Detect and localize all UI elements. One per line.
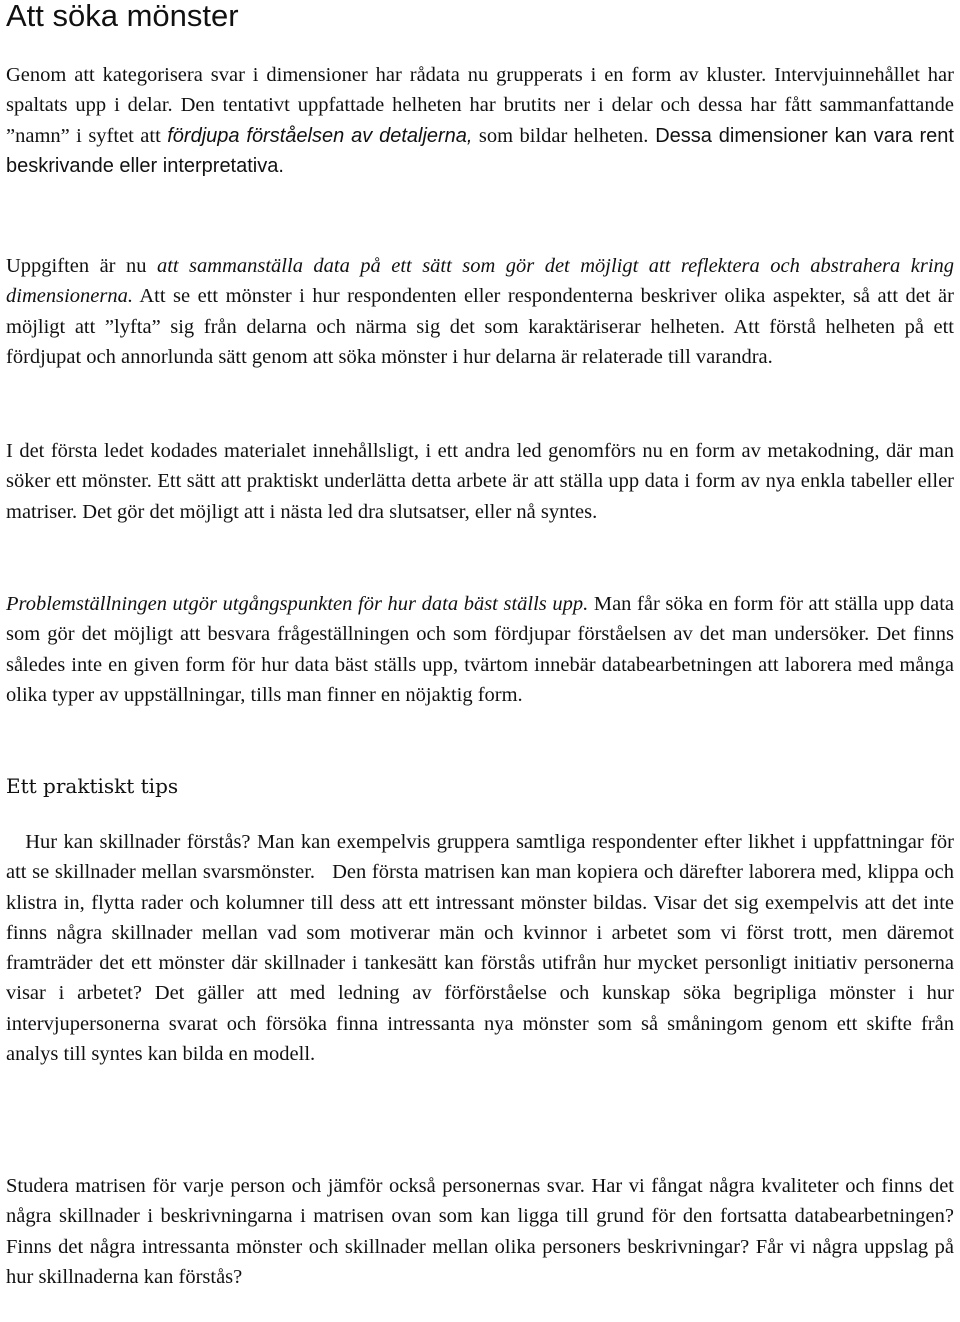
paragraph-task-emphasis: att sammanställa data på ett sätt som gör det möjligt att reflektera och abstrahera kring dimensionerna. <box>6 255 955 308</box>
paragraph-problem <box>6 589 954 710</box>
section-heading-tips: Ett praktiskt tips <box>6 774 179 798</box>
paragraph-intro-emphasis: fördjupa förståelsen av detaljerna, <box>167 124 473 147</box>
paragraph-task <box>6 251 954 372</box>
paragraph-problem-text: Man får söka en form för att ställa upp data som gör det möjligt att besvara frågeställningen och som fördjupar förståelsen av det man undersöker. Det finns således inte en given form för hur data bäst ställs upp, tvärtom innebär databearbetningen att laborera med många olika typer av uppställningar, tills man finner en nöjaktig form. <box>6 593 954 706</box>
paragraph-task-text-2: Att se ett mönster i hur respondenten eller respondenterna beskriver olika aspekter, så att det är möjligt att ”lyfta” sig från delarna och närma sig det som karaktäriserar helheten. Att förstå helheten på ett fördjupat och annorlunda sätt genom att söka mönster i hur delarna är relaterade till varandra. <box>6 285 954 368</box>
paragraph-intro-text-3: Dessa dimensioner kan vara rent beskrivande eller interpretativa. <box>6 124 954 177</box>
paragraph-intro-text-2: som bildar helheten. <box>472 124 649 147</box>
paragraph-tips: Hur kan skillnader förstås? Man kan exempelvis gruppera samtliga respondenter efter likhet i uppfattningar för att se skillnader mellan svarsmönster. Den första matrisen kan man kopiera och därefter laborera med, klippa och klistra in, flytta rader och kolumner till dess att ett intressant mönster bildas. Visar det sig exempelvis att det inte finns några skillnader mellan vad som motiverar män och kvinnor i arbetet som vi först trott, men däremot framträder det ett mönster där skillnader i tankesätt kan förstås utifrån hur mycket personligt initiativ personerna visar i arbetet? Det gäller att med ledning av förförståelse och kunskap söka begripliga mönster i hur intervjupersonerna svarat och försöka finna intressanta nya mönster som så småningom genom ett skifte från analys till syntes kan bilda en modell. <box>6 831 960 1066</box>
page-title: Att söka mönster <box>6 0 239 33</box>
paragraph-intro <box>6 60 954 181</box>
paragraph-intro-text: Genom att kategorisera svar i dimensioner har rådata nu grupperats i en form av kluster. Intervjuinnehållet har spaltats upp i delar. Den tentativt uppfattade helheten har brutits ner i delar och dessa har fått sammanfattande ”namn” i syftet att <box>6 64 954 147</box>
paragraph-problem-emphasis: Problemställningen utgör utgångspunkten för hur data bäst ställs upp. <box>6 593 589 615</box>
paragraph-task-text: Uppgiften är nu <box>6 255 157 277</box>
paragraph-study: Studera matrisen för varje person och jämför också personernas svar. Har vi fångat några kvaliteter och finns det några skillnader i beskrivningarna i matrisen ovan som kan ligga till grund för den fortsatta databearbetningen? Finns det några intressanta mönster och skillnader mellan olika personers beskrivningar? Får vi några uppslag på hur skillnaderna kan förstås? <box>6 1175 954 1288</box>
paragraph-coding: I det första ledet kodades materialet innehållsligt, i ett andra led genomförs nu en form av metakodning, där man söker ett mönster. Ett sätt att praktiskt underlätta detta arbete är att ställa upp data i form av nya enkla tabeller eller matriser. Det gör det möjligt att i nästa led dra slutsatser, eller nå syntes. <box>6 440 954 523</box>
